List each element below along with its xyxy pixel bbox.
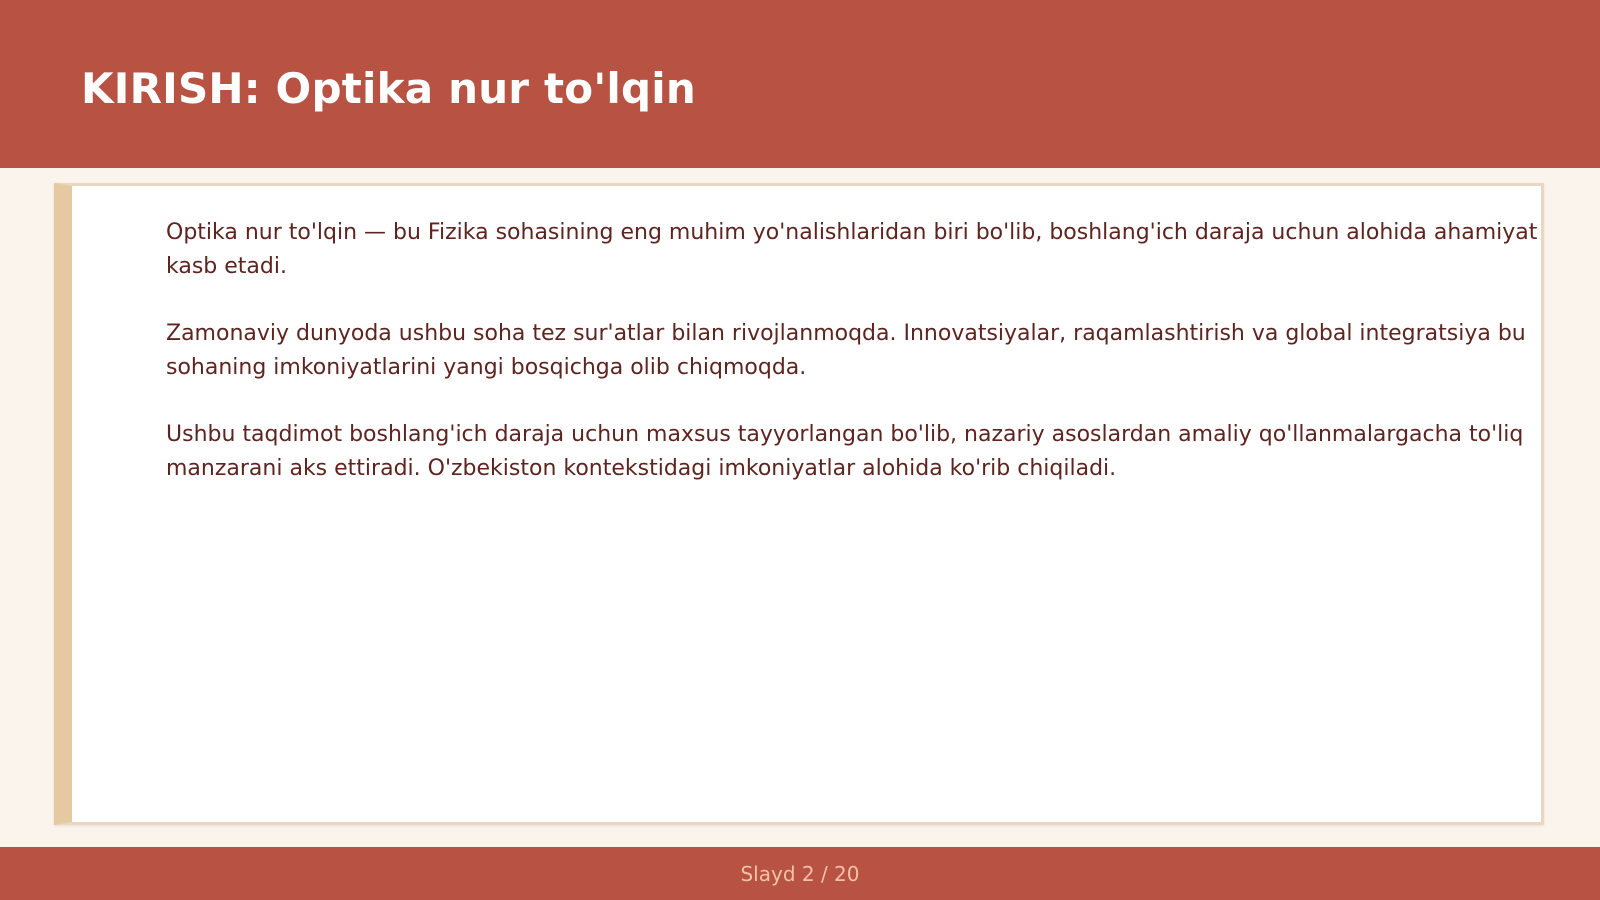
paragraph-2: Zamonaviy dunyoda ushbu soha tez sur'atlar bilan rivojlanmoqda. Innovatsiyalar, raqamlashtirish va global integratsiya bu sohaning imkoniyatlarini yangi bosqichga olib chiqmoqda. <box>166 321 1526 380</box>
slide-title: KIRISH: Optika nur to'lqin <box>81 64 696 113</box>
body-text <box>166 216 1586 519</box>
content-card <box>54 183 1544 825</box>
paragraph-1: Optika nur to'lqin — bu Fizika sohasining eng muhim yo'nalishlaridan biri bo'lib, boshlang'ich daraja uchun alohida ahamiyat kasb etadi. <box>166 220 1538 279</box>
slide-footer <box>0 847 1600 900</box>
slide-header <box>0 0 1600 168</box>
slide-counter: Slayd 2 / 20 <box>740 861 860 886</box>
paragraph-3: Ushbu taqdimot boshlang'ich daraja uchun maxsus tayyorlangan bo'lib, nazariy asoslardan amaliy qo'llanmalargacha to'liq manzarani aks ettiradi. O'zbekiston kontekstidagi imkoniyatlar alohida ko'rib chiqiladi. <box>166 422 1524 481</box>
